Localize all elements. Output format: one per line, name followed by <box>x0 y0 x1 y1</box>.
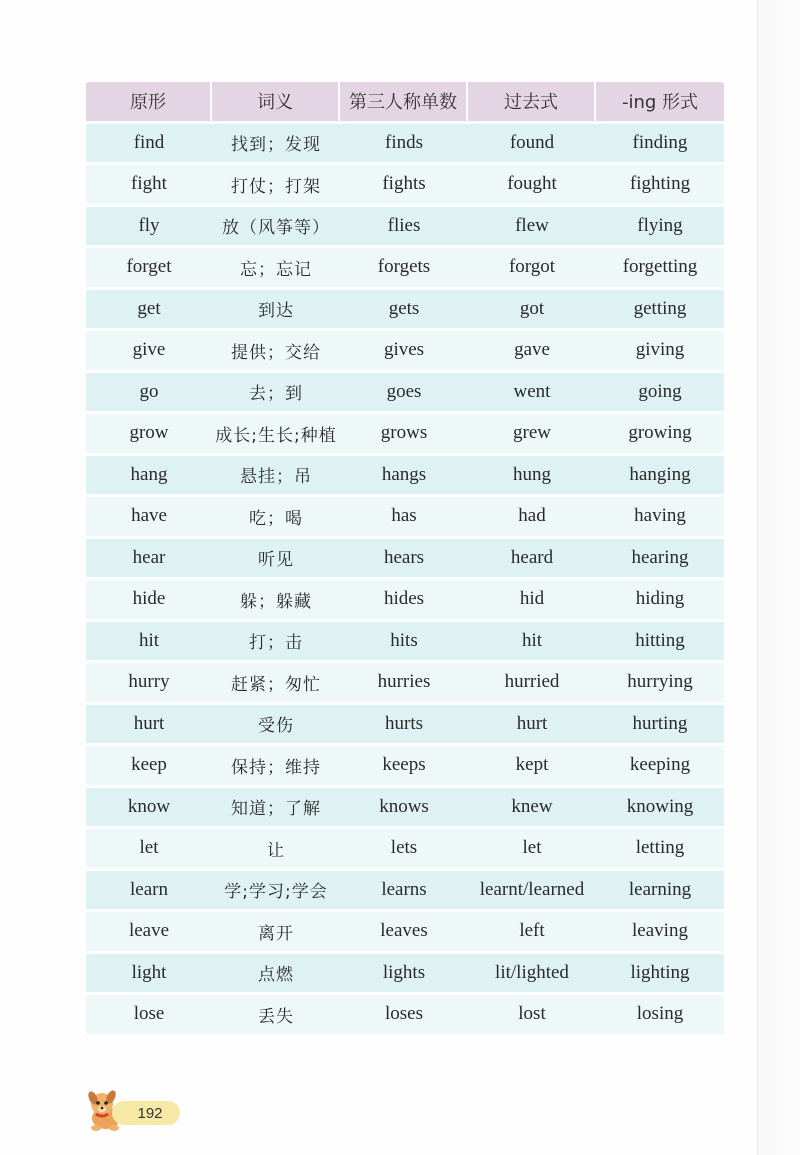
cell-past-tense: left <box>519 920 545 942</box>
cell-base-form: go <box>139 380 159 402</box>
cell-base-form: have <box>131 505 167 527</box>
cell-base-form: hurt <box>133 712 165 734</box>
cell-meaning: 听见 <box>258 550 294 571</box>
cell-ing-form: flying <box>637 214 683 236</box>
cell-base-form: hang <box>130 463 168 485</box>
table-row <box>86 663 724 702</box>
cell-meaning: 找到；发现 <box>231 135 321 156</box>
cell-ing-form: finding <box>632 131 688 153</box>
cell-base-form: hear <box>132 546 166 568</box>
cell-base-form: learn <box>130 878 168 900</box>
cell-past-tense: flew <box>515 214 549 236</box>
cell-meaning: 学;学习;学会 <box>224 882 328 903</box>
cell-base-form: keep <box>131 754 167 776</box>
cell-third-person: hears <box>383 546 425 568</box>
cell-meaning: 躲；躲藏 <box>240 591 312 612</box>
cell-meaning: 忘；忘记 <box>240 259 312 280</box>
cell-base-form: give <box>132 339 166 361</box>
verb-forms-table <box>86 82 724 1034</box>
cell-meaning: 打；击 <box>249 633 303 654</box>
page-footer <box>82 1088 182 1128</box>
cell-meaning: 丢失 <box>258 1006 294 1027</box>
cell-meaning: 悬挂；吊 <box>240 467 312 488</box>
cell-meaning: 到达 <box>258 301 294 322</box>
cell-base-form: fly <box>138 214 160 236</box>
cell-third-person: keeps <box>382 754 426 776</box>
cell-base-form: grow <box>129 422 169 444</box>
cell-past-tense: fought <box>507 173 557 195</box>
table-row <box>86 165 724 204</box>
table-row <box>86 207 724 246</box>
cell-third-person: hurries <box>377 671 431 693</box>
cell-ing-form: hurrying <box>627 671 693 693</box>
cell-base-form: fight <box>131 173 167 195</box>
cell-past-tense: lit/lighted <box>495 961 569 983</box>
cell-third-person: hits <box>390 629 418 651</box>
cell-third-person: gives <box>383 339 425 361</box>
table-row <box>86 456 724 495</box>
table-row <box>86 746 724 785</box>
cell-meaning: 受伤 <box>258 716 294 737</box>
cell-base-form: hurry <box>128 671 170 693</box>
table-row <box>86 622 724 661</box>
cell-base-form: forget <box>126 256 172 278</box>
cell-past-tense: knew <box>511 795 553 817</box>
table-row <box>86 705 724 744</box>
cell-third-person: fights <box>382 173 426 195</box>
header-base-form: 原形 <box>86 82 210 121</box>
cell-base-form: light <box>131 961 167 983</box>
table-header-row <box>86 82 724 121</box>
table-row <box>86 124 724 163</box>
cell-past-tense: had <box>518 505 546 527</box>
table-row <box>86 954 724 993</box>
cell-meaning: 提供；交给 <box>231 342 321 363</box>
cell-third-person: learns <box>381 878 427 900</box>
cell-past-tense: forgot <box>508 256 556 278</box>
table-row <box>86 373 724 412</box>
page-edge <box>757 0 800 1155</box>
cell-past-tense: got <box>519 297 545 319</box>
cell-ing-form: letting <box>635 837 685 859</box>
cell-past-tense: hung <box>513 463 551 485</box>
cell-third-person: goes <box>386 380 422 402</box>
cell-past-tense: found <box>509 131 555 153</box>
cell-past-tense: learnt/learned <box>479 878 585 900</box>
header-meaning: 词义 <box>212 82 338 121</box>
cell-ing-form: going <box>638 380 682 402</box>
cell-ing-form: losing <box>636 1003 684 1025</box>
cell-ing-form: fighting <box>629 173 691 195</box>
cell-ing-form: hearing <box>631 546 689 568</box>
cell-ing-form: leaving <box>632 920 688 942</box>
cell-past-tense: heard <box>510 546 554 568</box>
table-row <box>86 912 724 951</box>
cell-third-person: grows <box>380 422 428 444</box>
table-row <box>86 539 724 578</box>
table-row <box>86 829 724 868</box>
table-row <box>86 331 724 370</box>
cell-ing-form: having <box>634 505 686 527</box>
table-row <box>86 580 724 619</box>
cell-ing-form: getting <box>633 297 687 319</box>
cell-third-person: forgets <box>377 256 431 278</box>
cell-meaning: 打仗；打架 <box>231 176 321 197</box>
cell-third-person: lights <box>382 961 426 983</box>
cell-meaning: 去；到 <box>249 384 303 405</box>
cell-meaning: 点燃 <box>258 965 294 986</box>
cell-meaning: 保持；维持 <box>231 757 321 778</box>
cell-past-tense: let <box>522 837 542 859</box>
cell-third-person: hurts <box>385 712 423 734</box>
cell-ing-form: learning <box>628 878 692 900</box>
cell-ing-form: lighting <box>630 961 690 983</box>
header-third-person: 第三人称单数 <box>340 82 466 121</box>
cell-third-person: flies <box>387 214 421 236</box>
cell-base-form: find <box>133 131 165 153</box>
cell-base-form: leave <box>128 920 170 942</box>
cell-ing-form: keeping <box>629 754 691 776</box>
table-row <box>86 290 724 329</box>
cell-base-form: know <box>127 795 171 817</box>
cell-base-form: hide <box>132 588 166 610</box>
cell-base-form: let <box>139 837 159 859</box>
cell-third-person: hides <box>383 588 425 610</box>
cell-ing-form: knowing <box>626 795 694 817</box>
table-row <box>86 871 724 910</box>
cell-past-tense: lost <box>518 1003 546 1025</box>
cell-ing-form: hitting <box>635 629 685 651</box>
table-row <box>86 788 724 827</box>
cell-past-tense: hid <box>519 588 545 610</box>
cell-ing-form: hurting <box>632 712 688 734</box>
cell-meaning: 离开 <box>258 923 294 944</box>
cell-meaning: 知道；了解 <box>231 799 321 820</box>
cell-meaning: 放（风筝等） <box>222 218 330 239</box>
cell-ing-form: growing <box>628 422 692 444</box>
table-body <box>86 124 724 1034</box>
header-past-tense: 过去式 <box>468 82 594 121</box>
cell-past-tense: gave <box>514 339 550 361</box>
cell-third-person: has <box>391 505 417 527</box>
cell-base-form: hit <box>138 629 160 651</box>
cell-past-tense: hurt <box>516 712 548 734</box>
cell-base-form: lose <box>133 1003 165 1025</box>
cell-meaning: 让 <box>267 840 285 861</box>
table-row <box>86 414 724 453</box>
cell-past-tense: hurried <box>504 671 560 693</box>
page-number: 192 <box>112 1101 180 1125</box>
cell-meaning: 成长;生长;种植 <box>215 425 337 446</box>
cell-past-tense: hit <box>521 629 543 651</box>
table-row <box>86 248 724 287</box>
cell-past-tense: grew <box>513 422 551 444</box>
cell-ing-form: forgetting <box>622 256 698 278</box>
cell-third-person: leaves <box>380 920 428 942</box>
header-ing-form: -ing 形式 <box>596 82 724 121</box>
cell-third-person: hangs <box>381 463 427 485</box>
cell-past-tense: went <box>513 380 551 402</box>
cell-third-person: knows <box>379 795 429 817</box>
table-row <box>86 497 724 536</box>
cell-ing-form: hanging <box>629 463 691 485</box>
table-row <box>86 995 724 1034</box>
cell-meaning: 吃；喝 <box>249 508 303 529</box>
cell-ing-form: giving <box>635 339 685 361</box>
cell-third-person: finds <box>385 131 423 153</box>
cell-past-tense: kept <box>515 754 549 776</box>
cell-third-person: lets <box>390 837 418 859</box>
cell-base-form: get <box>137 297 161 319</box>
cell-third-person: loses <box>385 1003 423 1025</box>
cell-meaning: 赶紧；匆忙 <box>231 674 321 695</box>
cell-ing-form: hiding <box>635 588 685 610</box>
cell-third-person: gets <box>388 297 420 319</box>
